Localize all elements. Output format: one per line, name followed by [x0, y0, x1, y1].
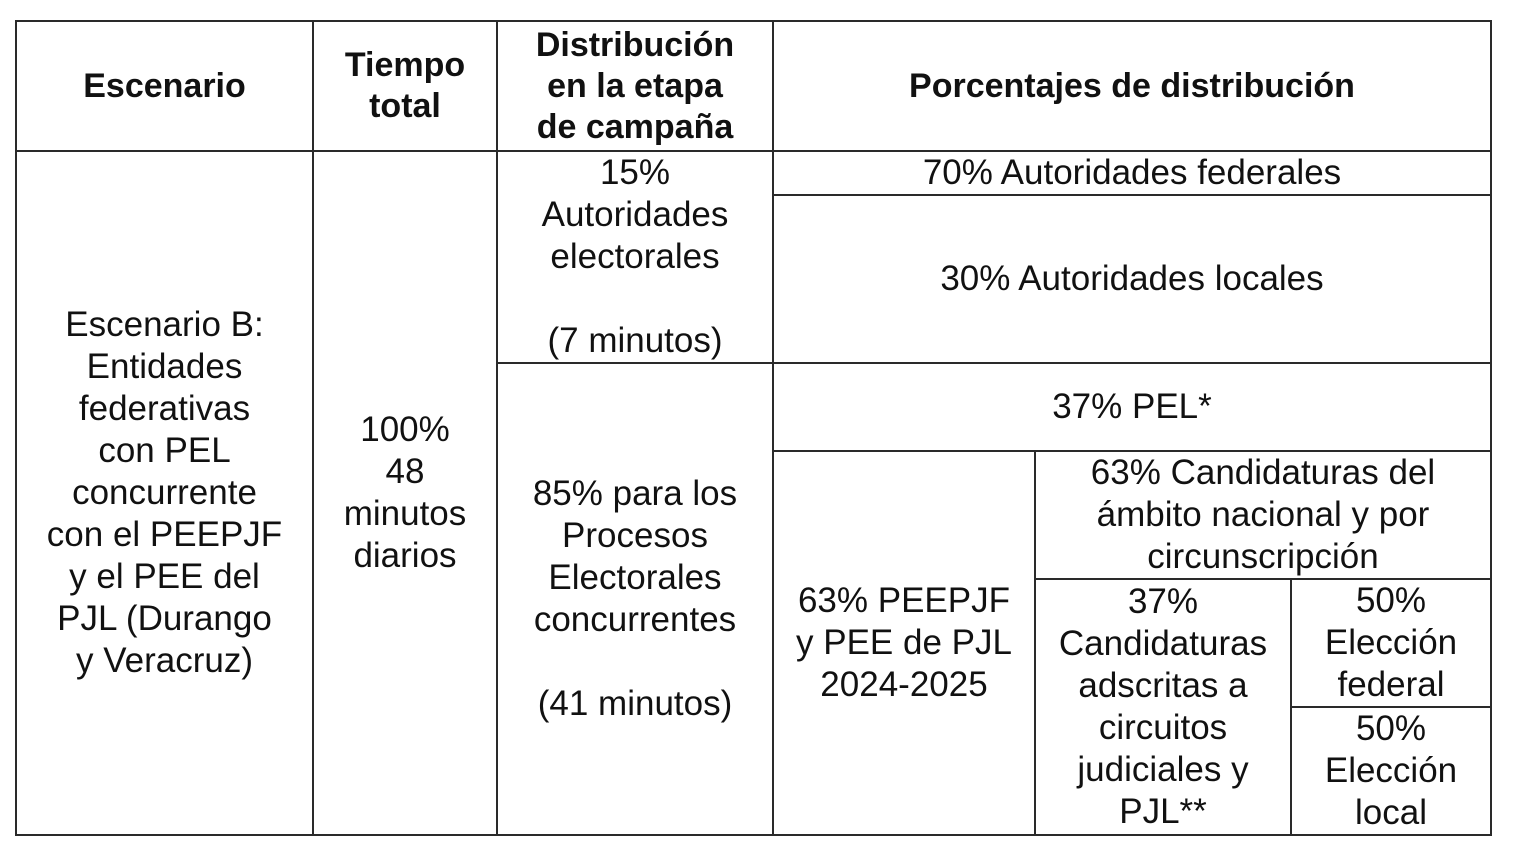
autoridades-locales-cell: 30% Autoridades locales	[773, 195, 1491, 363]
peepjf-cell: 63% PEEPJF y PEE de PJL 2024-2025	[773, 451, 1035, 835]
header-row	[16, 21, 1491, 151]
scenario-cell: Escenario B: Entidades federativas con PEL concurrente con el PEEPJF y el PEE del PJL (Durango y Veracruz)	[16, 151, 313, 835]
eleccion-local-cell: 50% Elección local	[1291, 707, 1491, 835]
table-row	[16, 151, 1491, 195]
eleccion-federal-cell: 50% Elección federal	[1291, 579, 1491, 707]
header-distribucion: Distribución en la etapa de campaña	[497, 21, 773, 151]
campaign-autoridades-cell: 15% Autoridades electorales (7 minutos)	[497, 151, 773, 363]
header-porcentajes: Porcentajes de distribución	[773, 21, 1491, 151]
header-escenario: Escenario	[16, 21, 313, 151]
pel-cell: 37% PEL*	[773, 363, 1491, 451]
distribution-table	[15, 20, 1492, 836]
tiempo-total-cell: 100% 48 minutos diarios	[313, 151, 497, 835]
candidaturas-circuitos-cell: 37% Candidaturas adscritas a circuitos judiciales y PJL**	[1035, 579, 1291, 835]
autoridades-federales-cell: 70% Autoridades federales	[773, 151, 1491, 195]
candidaturas-nacional-cell: 63% Candidaturas del ámbito nacional y por circunscripción	[1035, 451, 1491, 579]
campaign-procesos-cell: 85% para los Procesos Electorales concurrentes (41 minutos)	[497, 363, 773, 835]
header-tiempo-total: Tiempo total	[313, 21, 497, 151]
